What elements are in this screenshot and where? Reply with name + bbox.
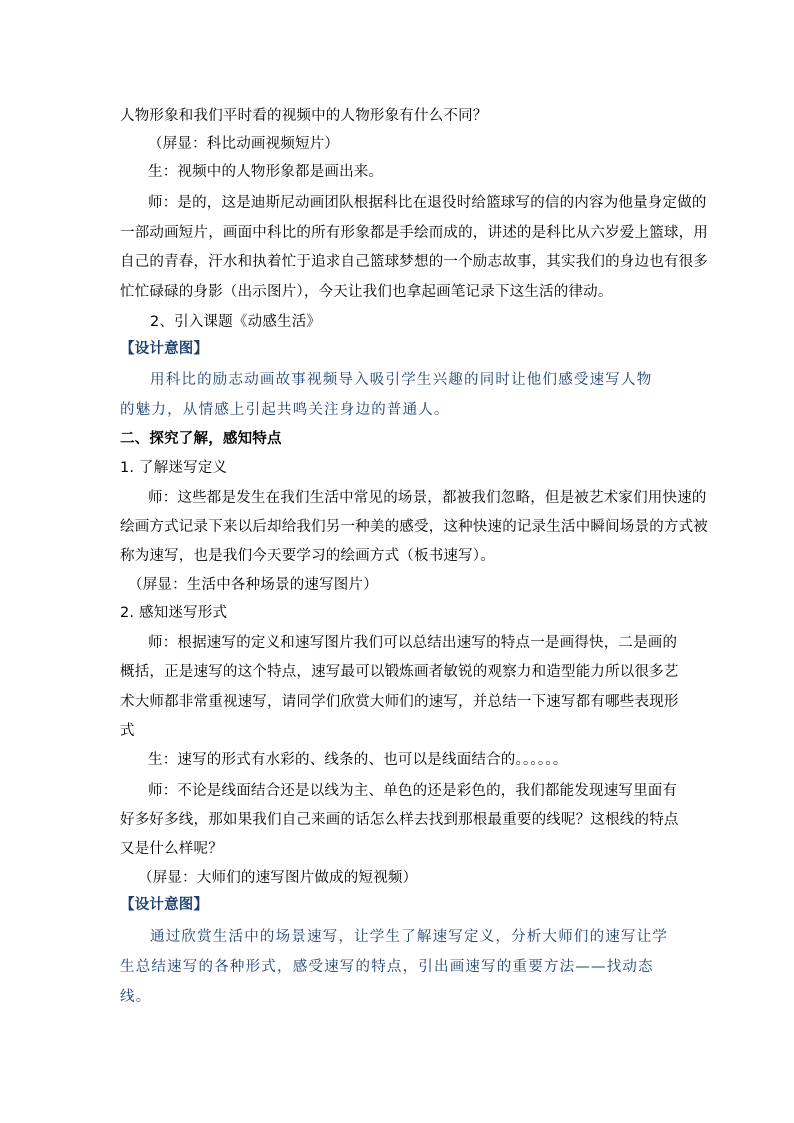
body-text-line: 概括，正是速写的这个特点，速写最可以锻炼画者敏锐的观察力和造型能力所以很多艺 <box>120 664 679 680</box>
screen-display-note: （屏显：科比动画视频短片） <box>148 136 340 152</box>
body-text-line: 忙忙碌碌的身影（出示图片），今天让我们也拿起画笔记录下这生活的律动。 <box>120 284 613 300</box>
design-intent-text: 线。 <box>120 989 152 1005</box>
design-intent-text: 用科比的励志动画故事视频导入吸引学生兴趣的同时让他们感受速写人物 <box>150 372 653 388</box>
body-text-line: 人物形象和我们平时看的视频中的人物形象有什么不同？ <box>120 108 488 124</box>
teacher-speech: 师：这些都是发生在我们生活中常见的场景，都被我们忽略，但是被艺术家们用快速的 <box>148 490 707 506</box>
body-text-line: 式 <box>120 723 135 739</box>
student-response: 生：视频中的人物形象都是画出来。 <box>148 164 384 180</box>
body-text-line: 好多好多线，那如果我们自己来画的话怎么样去找到那根最重要的线呢？这根线的特点 <box>120 812 679 828</box>
student-response: 生：速写的形式有水彩的、线条的、也可以是线面结合的。。。。。。 <box>148 752 568 768</box>
teacher-speech: 师：根据速写的定义和速写图片我们可以总结出速写的特点一是画得快，二是画的 <box>148 635 678 651</box>
body-text-line: 又是什么样呢？ <box>120 841 223 857</box>
design-intent-text: 生总结速写的各种形式，感受速写的特点，引出画速写的重要方法——找动态 <box>120 959 654 975</box>
design-intent-label: 【设计意图】 <box>120 341 209 357</box>
design-intent-label: 【设计意图】 <box>120 897 209 913</box>
teacher-speech: 师：不论是线面结合还是以线为主、单色的还是彩色的，我们都能发现速写里面有 <box>148 783 678 799</box>
body-text-line: 一部动画短片，画面中科比的所有形象都是手绘而成的，讲述的是科比从六岁爱上篮球，用 <box>120 225 708 241</box>
body-text-line: 术大师都非常重视速写，请同学们欣赏大师们的速写，并总结一下速写都有哪些表现形 <box>120 694 679 710</box>
design-intent-text: 通过欣赏生活中的场景速写，让学生了解速写定义，分析大师们的速写让学 <box>150 929 669 945</box>
body-text-line: 绘画方式记录下来以后却给我们另一种美的感受，这种快速的记录生活中瞬间场景的方式被 <box>120 519 708 535</box>
screen-display-note: （屏显：大师们的速写图片做成的短视频） <box>138 870 418 886</box>
screen-display-note: （屏显：生活中各种场景的速写图片） <box>128 577 378 593</box>
chapter-heading: 二、探究了解，感知特点 <box>120 431 282 447</box>
subsection-heading: 1. 了解迷写定义 <box>120 460 228 476</box>
section-heading: 2、引入课题《动感生活》 <box>150 314 322 330</box>
teacher-speech: 师：是的，这是迪斯尼动画团队根据科比在退役时给篮球写的信的内容为他量身定做的 <box>148 195 707 211</box>
body-text-line: 称为速写，也是我们今天要学习的绘画方式（板书速写）。 <box>120 548 495 564</box>
design-intent-text: 的魅力，从情感上引起共鸣关注身边的普通人。 <box>120 402 450 418</box>
body-text-line: 自己的青春，汗水和执着忙于追求自己篮球梦想的一个励志故事，其实我们的身边也有很多 <box>120 254 708 270</box>
subsection-heading: 2. 感知迷写形式 <box>120 605 228 621</box>
